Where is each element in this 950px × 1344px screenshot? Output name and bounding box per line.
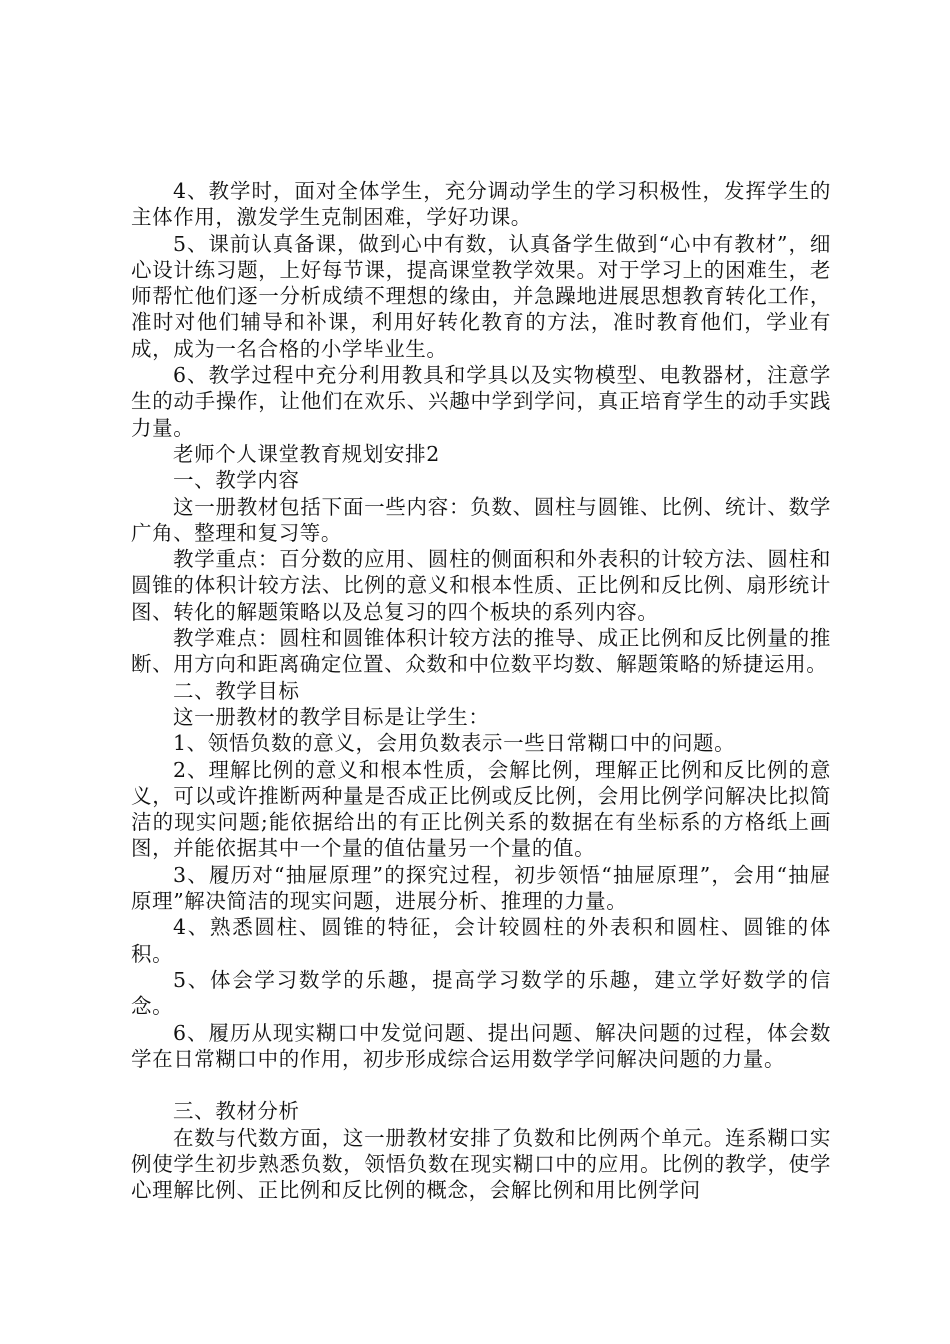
heading-material-analysis: 三、教材分析 [173, 1099, 300, 1124]
goal-item-1: 1、领悟负数的意义，会用负数表示一些日常糊口中的问题。 [173, 731, 736, 756]
paragraph-content-summary: 这一册教材包括下面一些内容：负数、圆柱与圆锥、比例、统计、数学广角、整理和复习等。 [131, 494, 831, 545]
paragraph-item-5: 5、课前认真备课，做到心中有数，认真备学生做到“心中有教材”，细心设计练习题，上好每节课，提高课堂教学效果。对于学习上的困难生，老师帮忙他们逐一分析成绩不理想的缘由，并急躁地进展思想教育转化工作，准时对他们辅导和补课，利用好转化教育的方法，准时教育他们，学业有成，成为一名合格的小学毕业生。 [131, 231, 831, 361]
heading-teaching-goals: 二、教学目标 [173, 678, 300, 703]
blank-line [131, 1072, 831, 1098]
paragraph-analysis: 在数与代数方面，这一册教材安排了负数和比例两个单元。连系糊口实例使学生初步熟悉负数，领悟负数在现实糊口中的应用。比例的教学，使学心理解比例、正比例和反比例的概念，会解比例和用比例学问 [131, 1125, 831, 1203]
goal-item-5: 5、体会学习数学的乐趣，提高学习数学的乐趣，建立学好数学的信念。 [131, 967, 831, 1019]
paragraph-item-4: 4、教学时，面对全体学生，充分调动学生的学习积极性，发挥学生的主体作用，激发学生克制困难，学好功课。 [131, 179, 831, 230]
paragraph-item-6: 6、教学过程中充分利用教具和学具以及实物模型、电教器材，注意学生的动手操作，让他们在欢乐、兴趣中学到学问，真正培育学生的动手实践力量。 [131, 363, 831, 440]
goal-item-4: 4、熟悉圆柱、圆锥的特征，会计较圆柱的外表积和圆柱、圆锥的体积。 [131, 915, 831, 966]
goal-item-6: 6、履历从现实糊口中发觉问题、提出问题、解决问题的过程，体会数学在日常糊口中的作用，初步形成综合运用数学学问解决问题的力量。 [131, 1020, 831, 1071]
goal-item-2: 2、理解比例的意义和根本性质，会解比例，理解正比例和反比例的意义，可以或许推断两种量是否成正比例或反比例，会用比例学问解决比拟简洁的现实问题;能依据给出的有正比例关系的数据在有坐标系的方格纸上画图，并能依据其中一个量的值估量另一个量的值。 [131, 757, 831, 861]
paragraph-key-points: 教学重点：百分数的应用、圆柱的侧面积和外表积的计较方法、圆柱和圆锥的体积计较方法、比例的意义和根本性质、正比例和反比例、扇形统计图、转化的解题策略以及总复习的四个板块的系列内容。 [131, 547, 831, 624]
goal-item-3: 3、履历对“抽屉原理”的探究过程，初步领悟“抽屉原理”，会用“抽屉原理”解决简洁的现实问题，进展分析、推理的力量。 [131, 862, 831, 914]
paragraph-difficulties: 教学难点：圆柱和圆锥体积计较方法的推导、成正比例和反比例量的推断、用方向和距离确定位置、众数和中位数平均数、解题策略的矫捷运用。 [131, 626, 831, 677]
paragraph-goals-intro: 这一册教材的教学目标是让学生： [173, 704, 490, 729]
section-title: 老师个人课堂教育规划安排2 [173, 441, 440, 466]
heading-teaching-content: 一、教学内容 [173, 468, 300, 493]
document-body [131, 178, 831, 1204]
